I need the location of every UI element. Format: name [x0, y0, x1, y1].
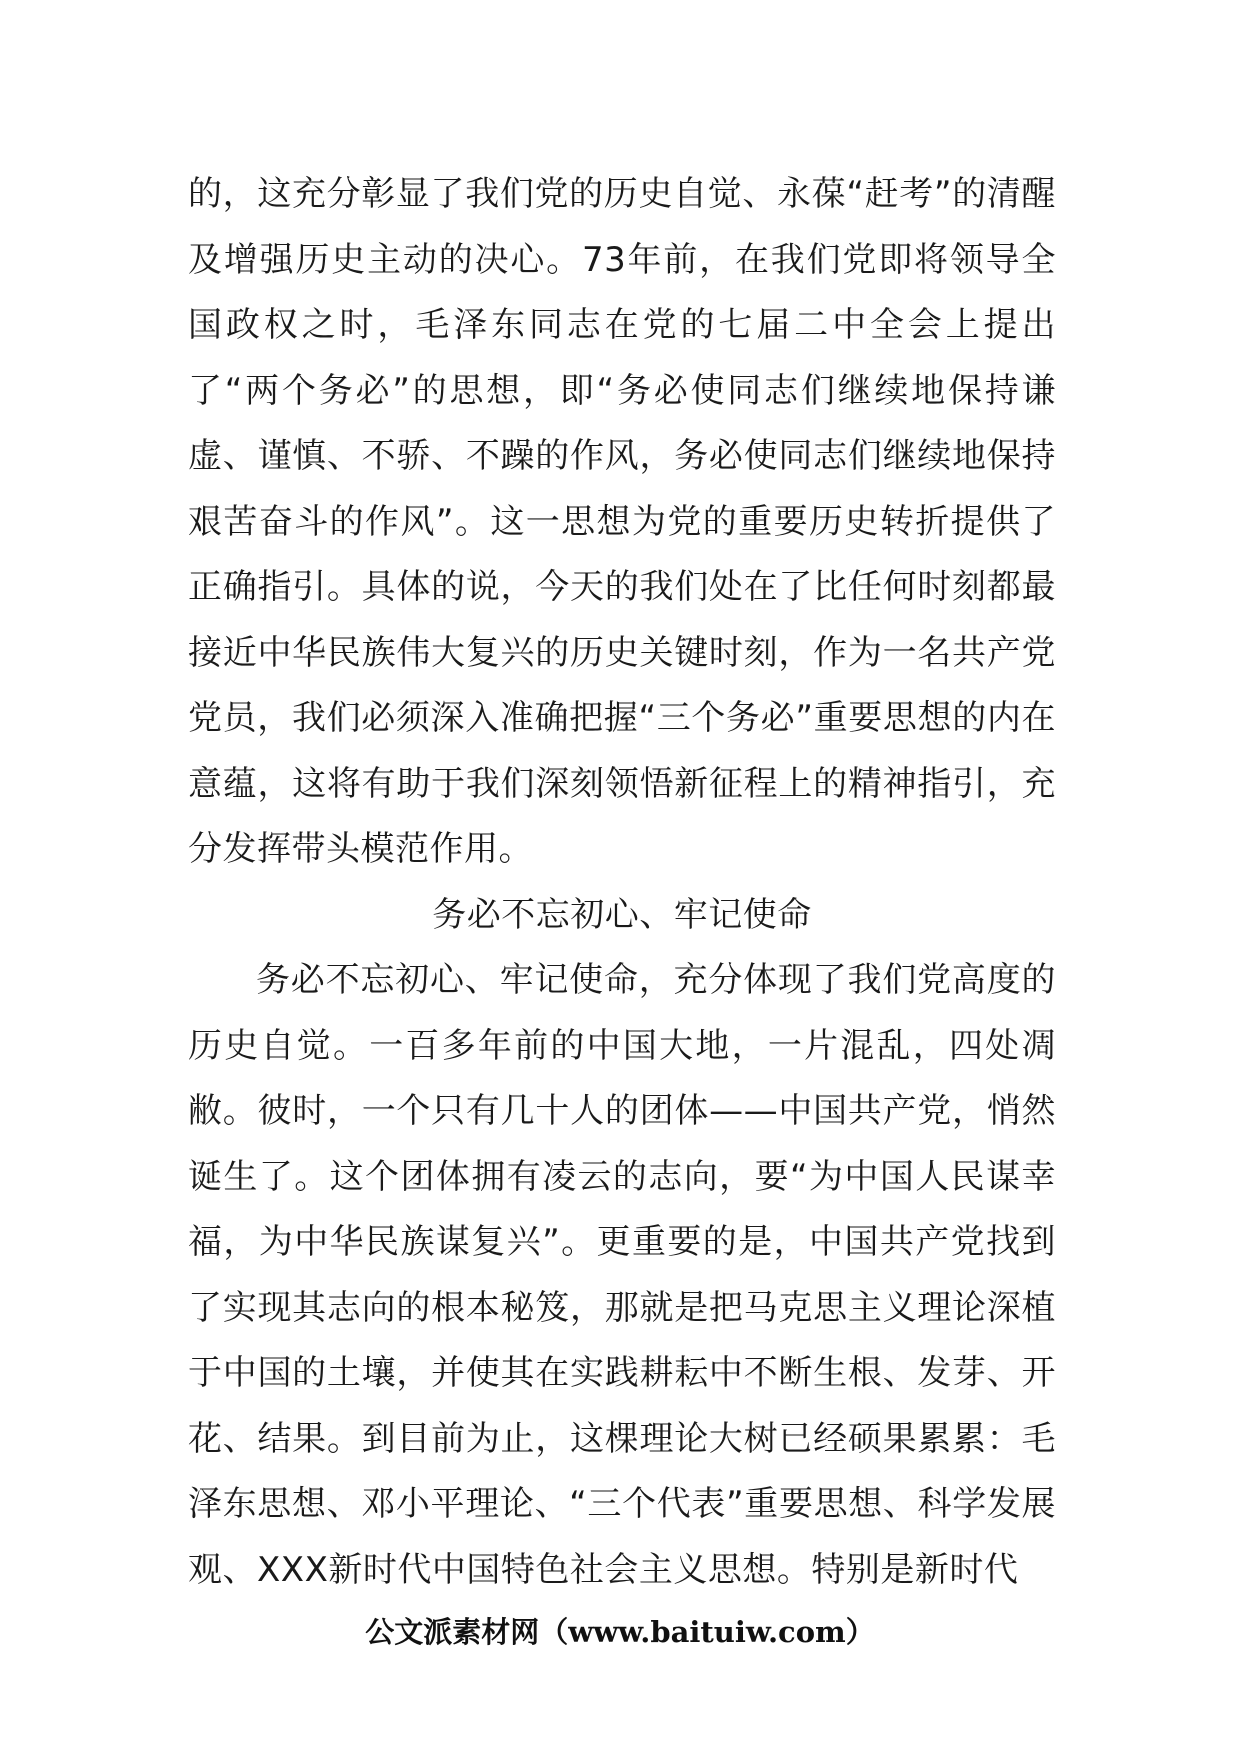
section-paragraph: 务必不忘初心、牢记使命，充分体现了我们党高度的历史自觉。一百多年前的中国大地，一片混乱，四处凋敝。彼时，一个只有几十人的团体——中国共产党，悄然诞生了。这个团体拥有凌云的志向，要“为中国人民谋幸福，为中华民族谋复兴”。更重要的是，中国共产党找到了实现其志向的根本秘笈，那就是把马克思主义理论深植于中国的土壤，并使其在实践耕耘中不断生根、发芽、开花、结果。到目前为止，这棵理论大树已经硕果累累：毛泽东思想、邓小平理论、“三个代表”重要思想、科学发展观、XXX新时代中国特色社会主义思想。特别是新时代	[188, 960, 1056, 1590]
document-body	[188, 162, 1056, 1603]
footer-watermark: 公文派素材网（www.baituiw.com）	[365, 1615, 875, 1649]
section-heading: 务必不忘初心、牢记使命	[432, 894, 812, 935]
intro-paragraph: 的，这充分彰显了我们党的历史自觉、永葆“赶考”的清醒及增强历史主动的决心。73年前，在我们党即将领导全国政权之时，毛泽东同志在党的七届二中全会上提出了“两个务必”的思想，即“务必使同志们继续地保持谦虚、谨慎、不骄、不躁的作风，务必使同志们继续地保持艰苦奋斗的作风”。这一思想为党的重要历史转折提供了正确指引。具体的说，今天的我们处在了比任何时刻都最接近中华民族伟大复兴的历史关键时刻，作为一名共产党党员，我们必须深入准确把握“三个务必”重要思想的内在意蕴，这将有助于我们深刻领悟新征程上的精神指引，充分发挥带头模范作用。	[188, 174, 1056, 869]
